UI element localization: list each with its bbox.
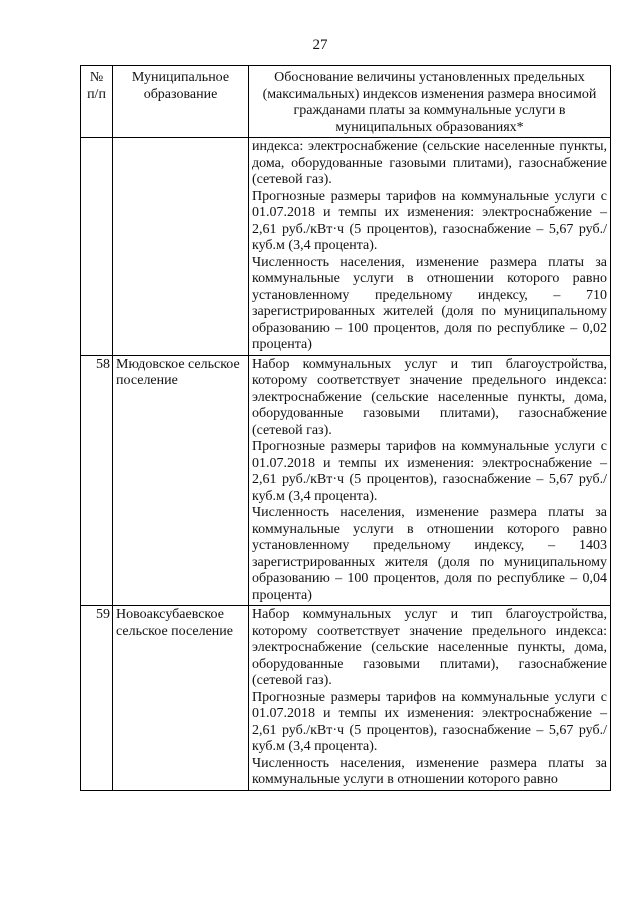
header-rationale: Обоснование величины установленных предельных (максимальных) индексов изменения размера вносимой гражданами платы за коммунальные услуги в муниципальных образованиях* bbox=[249, 66, 611, 138]
row-municipality bbox=[113, 138, 249, 356]
rationale-paragraph: Численность населения, изменение размера платы за коммунальные услуги в отношении которого равно установленному предельному индексу, – 710 зарегистрированных жителей (доля по муниципальному образованию – 100 процентов, доля по республике – 0,02 процента) bbox=[252, 254, 607, 352]
rationale-paragraph: Прогнозные размеры тарифов на коммунальные услуги с 01.07.2018 и темпы их изменения: электроснабжение – 2,61 руб./кВт·ч (5 процентов), газоснабжение – 5,67 руб./куб.м (3,4 процента). bbox=[252, 439, 607, 504]
rationale-paragraph: Прогнозные размеры тарифов на коммунальные услуги с 01.07.2018 и темпы их изменения: электроснабжение – 2,61 руб./кВт·ч (5 процентов), газоснабжение – 5,67 руб./куб.м (3,4 процента). bbox=[252, 188, 607, 253]
rationale-paragraph: Прогнозные размеры тарифов на коммунальные услуги с 01.07.2018 и темпы их изменения: электроснабжение – 2,61 руб./кВт·ч (5 процентов), газоснабжение – 5,67 руб./куб.м (3,4 процента). bbox=[252, 689, 607, 754]
row-rationale bbox=[249, 355, 611, 606]
tariff-index-table bbox=[80, 65, 611, 791]
table-row bbox=[81, 138, 611, 356]
header-municipality: Муниципальное образование bbox=[113, 66, 249, 138]
row-num: 59 bbox=[81, 606, 113, 791]
row-rationale bbox=[249, 138, 611, 356]
row-municipality: Мюдовское сельское поселение bbox=[113, 355, 249, 606]
rationale-paragraph: индекса: электроснабжение (сельские населенные пункты, дома, оборудованные газовыми плитами), газоснабжение (сетевой газ). bbox=[252, 139, 607, 187]
row-num: 58 bbox=[81, 355, 113, 606]
header-num: № п/п bbox=[81, 66, 113, 138]
rationale-paragraph: Численность населения, изменение размера платы за коммунальные услуги в отношении которого равно установленному предельному индексу, – 1403 зарегистрированных жителя (доля по муниципальному образованию – 100 процентов, доля по республике – 0,04 процента) bbox=[252, 505, 607, 603]
rationale-paragraph: Набор коммунальных услуг и тип благоустройства, которому соответствует значение предельного индекса: электроснабжение (сельские населенные пункты, дома, оборудованные газовыми плитами), газоснабжение (сетевой газ). bbox=[252, 356, 607, 438]
page-number: 27 bbox=[312, 37, 328, 53]
table-header-row bbox=[81, 66, 611, 138]
rationale-paragraph: Численность населения, изменение размера платы за коммунальные услуги в отношении которого равно bbox=[252, 755, 607, 787]
table-row bbox=[81, 355, 611, 606]
row-rationale bbox=[249, 606, 611, 791]
rationale-paragraph: Набор коммунальных услуг и тип благоустройства, которому соответствует значение предельного индекса: электроснабжение (сельские населенные пункты, дома, оборудованные газовыми плитами), газоснабжение (сетевой газ). bbox=[252, 607, 607, 688]
table-row bbox=[81, 606, 611, 791]
row-num bbox=[81, 138, 113, 356]
row-municipality: Новоаксубаевское сельское поселение bbox=[113, 606, 249, 791]
